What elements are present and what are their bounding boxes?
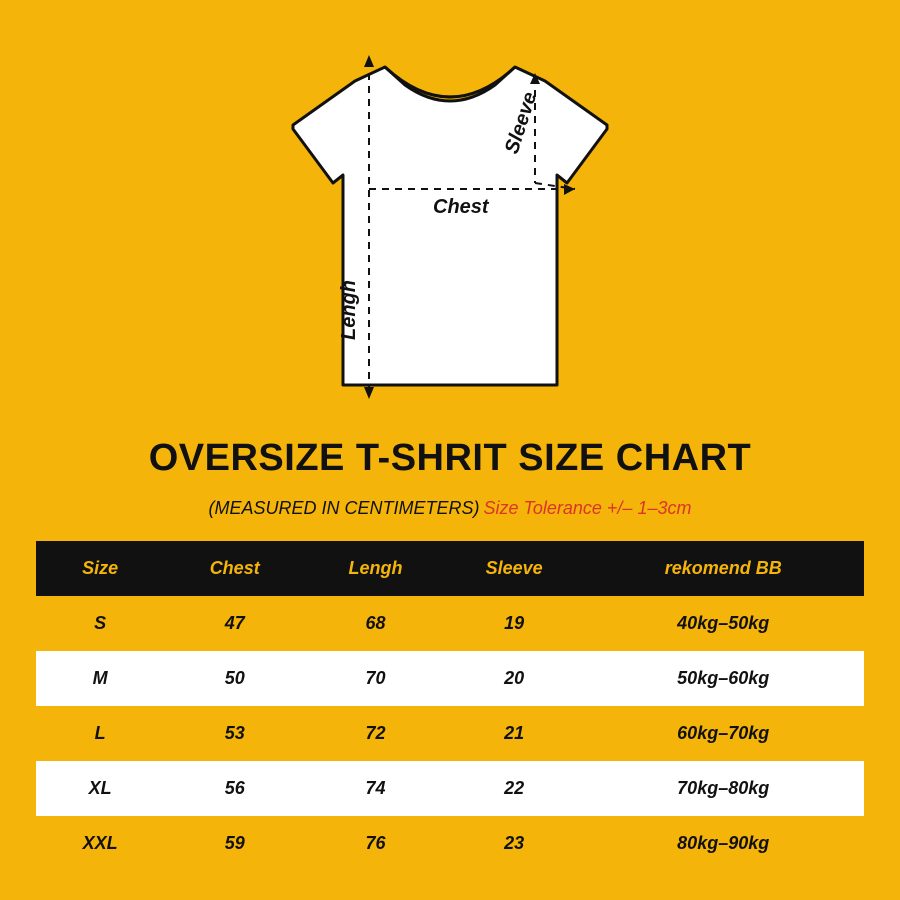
table-header-row [36,541,864,596]
page-title: OVERSIZE T-SHRIT SIZE CHART [148,437,752,479]
cell-size: S [94,613,107,633]
cell-size: M [36,651,164,706]
chest-label: Chest [433,196,489,218]
cell-sleeve: 21 [504,723,525,743]
cell-length: 76 [365,833,386,853]
cell-length: 68 [365,613,386,633]
size-table [36,541,864,871]
cell-weight: 70kg–80kg [582,761,864,816]
cell-length: 70 [305,651,446,706]
cell-chest: 56 [164,761,305,816]
cell-sleeve: 22 [446,761,583,816]
cell-weight: 60kg–70kg [677,723,770,743]
table-row [36,706,864,761]
cell-length: 72 [365,723,386,743]
table-row [36,651,864,706]
cell-size: XXL [82,833,118,853]
cell-sleeve: 19 [504,613,525,633]
subtitle [0,498,900,519]
cell-chest: 47 [224,613,245,633]
cell-length: 74 [305,761,446,816]
column-header-sleeve: Sleeve [446,541,583,596]
cell-size: L [94,723,106,743]
tshirt-diagram-icon [285,55,615,400]
table-row [36,816,864,871]
cell-weight: 50kg–60kg [582,651,864,706]
cell-chest: 53 [224,723,245,743]
column-header-length: Lengh [305,541,446,596]
table-row [36,761,864,816]
column-header-recommended-weight: rekomend BB [582,541,864,596]
cell-chest: 59 [224,833,245,853]
column-header-chest: Chest [164,541,305,596]
cell-weight: 40kg–50kg [677,613,770,633]
sleeve-label: Sleeve [500,89,542,157]
table-row [36,596,864,651]
cell-size: XL [36,761,164,816]
measure-note: (MEASURED IN CENTIMETERS) [208,498,480,518]
cell-chest: 50 [164,651,305,706]
cell-sleeve: 20 [446,651,583,706]
cell-sleeve: 23 [504,833,525,853]
tolerance-note: Size Tolerance +/– 1–3cm [483,498,692,518]
tshirt-illustration [0,55,900,415]
column-header-size: Size [36,541,164,596]
length-label: Lengh [338,280,360,340]
cell-weight: 80kg–90kg [677,833,770,853]
